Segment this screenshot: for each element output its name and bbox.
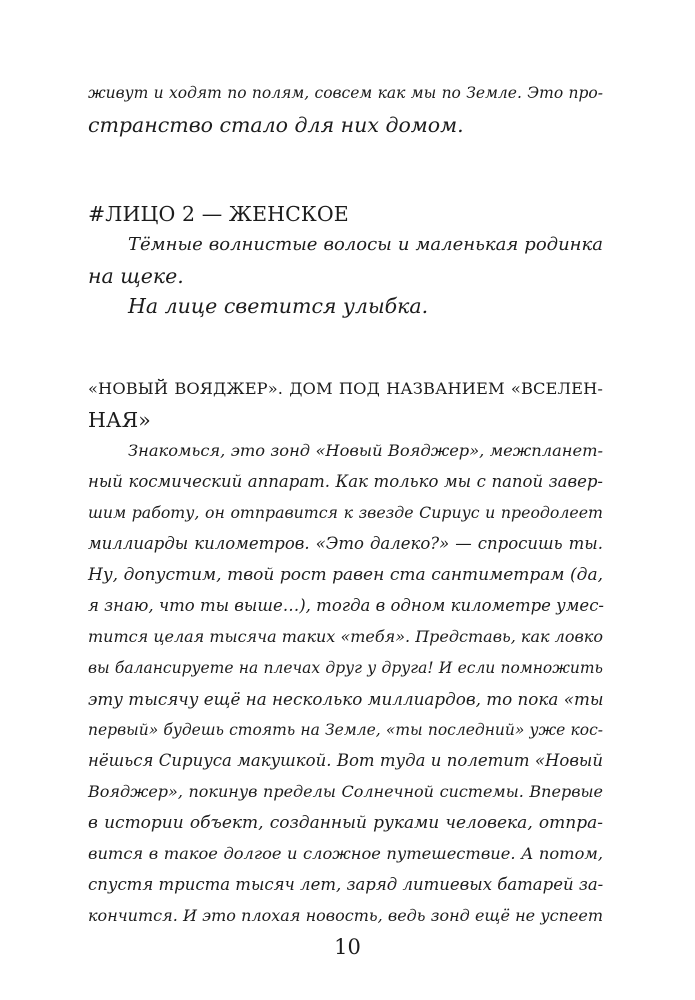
section-heading-face-2: #ЛИЦО 2 — ЖЕНСКОЕ xyxy=(88,202,349,226)
paragraph-line: вы балансируете на плечах друг у друга! И если помножить xyxy=(88,659,603,677)
paragraph-line: Тёмные волнистые волосы и маленькая родинка xyxy=(128,234,603,255)
paragraph-line: на щеке. xyxy=(88,264,184,288)
paragraph-line: Вояджер», покинув пределы Солнечной системы. Впервые xyxy=(88,782,603,801)
intro-line-1: живут и ходят по полям, совсем как мы по Земле. Это про- xyxy=(88,84,603,102)
section-heading-voyager-line-2: НАЯ» xyxy=(88,408,151,432)
paragraph-line: Знакомься, это зонд «Новый Вояджер», межпланет- xyxy=(128,441,603,460)
paragraph-line: нёшься Сириуса макушкой. Вот туда и полетит «Новый xyxy=(88,751,603,770)
paragraph-line: первый» будешь стоять на Земле, «ты последний» уже кос- xyxy=(88,721,603,739)
paragraph-line: Ну, допустим, твой рост равен ста сантиметрам (да, xyxy=(88,565,603,585)
paragraph-line: эту тысячу ещё на несколько миллиардов, то пока «ты xyxy=(88,689,604,709)
paragraph-line: миллиарды километров. «Это далеко?» — спросишь ты. xyxy=(88,534,603,553)
paragraph-line: ный космический аппарат. Как только мы с папой завер- xyxy=(88,472,603,491)
paragraph-line: шим работу, он отправится к звезде Сириус и преодолеет xyxy=(88,503,603,522)
intro-line-2: странство стало для них домом. xyxy=(88,113,464,137)
paragraph-line: кончится. И это плохая новость, ведь зонд ещё не успеет xyxy=(88,906,603,925)
paragraph-line: в истории объект, созданный руками человека, отпра- xyxy=(88,813,603,833)
section-heading-voyager-line-1: «НОВЫЙ ВОЯДЖЕР». ДОМ ПОД НАЗВАНИЕМ «ВСЕЛЕН- xyxy=(88,379,603,398)
paragraph-line: тится целая тысяча таких «тебя». Представь, как ловко xyxy=(88,627,603,646)
paragraph-line: На лице светится улыбка. xyxy=(128,294,429,318)
paragraph-line: я знаю, что ты выше…), тогда в одном километре умес- xyxy=(88,596,605,615)
paragraph-line: спустя триста тысяч лет, заряд литиевых батарей за- xyxy=(88,875,604,894)
page-number: 10 xyxy=(334,935,361,959)
paragraph-line: вится в такое долгое и сложное путешествие. А потом, xyxy=(88,844,603,863)
